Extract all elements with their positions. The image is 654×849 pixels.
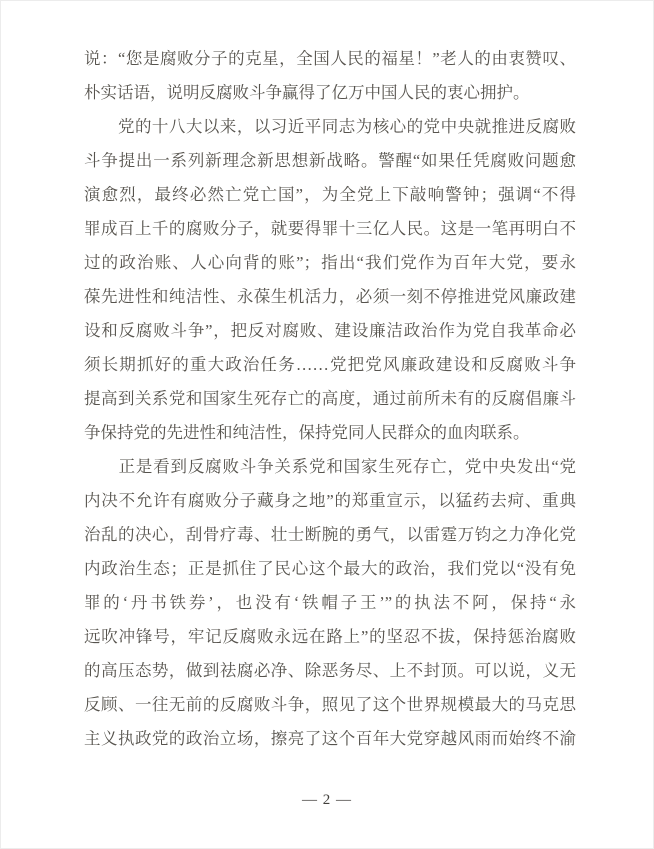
text-line: 治乱的决心，刮骨疗毒、壮士断腕的勇气，以雷霆万钧之力净化党 [84, 525, 576, 544]
text-line: 内决不允许有腐败分子藏身之地”的郑重宣示，以猛药去疴、重典 [84, 491, 576, 510]
text-line: 演愈烈，最终必然亡党亡国”，为全党上下敲响警钟；强调“不得 [84, 185, 576, 204]
text-line: 过的政治账、人心向背的账”；指出“我们党作为百年大党，要永 [84, 253, 576, 272]
text-line: 说：“您是腐败分子的克星，全国人民的福星！”老人的由衷赞叹、 [84, 49, 576, 68]
text-line: 内政治生态；正是抓住了民心这个最大的政治，我们党以“没有免 [84, 559, 576, 578]
text-line: 罪的‘丹书铁券’，也没有‘铁帽子王’”的执法不阿，保持“永 [84, 593, 576, 612]
page-number: — 2 — [302, 792, 352, 808]
text-line: 的高压态势，做到祛腐必净、除恶务尽、上不封顶。可以说，义无 [84, 661, 576, 680]
text-line: 设和反腐败斗争”，把反对腐败、建设廉洁政治作为党自我革命必 [84, 321, 576, 340]
text-block [84, 42, 576, 756]
text-line: 远吹冲锋号，牢记反腐败永远在路上”的坚忍不拔，保持惩治腐败 [84, 627, 576, 646]
text-line: 须长期抓好的重大政治任务……党把党风廉政建设和反腐败斗争 [84, 355, 576, 374]
text-line: 葆先进性和纯洁性、永葆生机活力，必须一刻不停推进党风廉政建 [84, 287, 576, 306]
text-line: 争保持党的先进性和纯洁性，保持党同人民群众的血肉联系。 [84, 423, 530, 442]
text-line: 提高到关系党和国家生死存亡的高度，通过前所未有的反腐倡廉斗 [84, 389, 576, 408]
text-line: 罪成百上千的腐败分子，就要得罪十三亿人民。这是一笔再明白不 [84, 219, 576, 238]
text-line: 正是看到反腐败斗争关系党和国家生死存亡，党中央发出“党 [84, 457, 576, 476]
text-line: 朴实话语，说明反腐败斗争赢得了亿万中国人民的衷心拥护。 [84, 83, 530, 102]
text-line: 主义执政党的政治立场，擦亮了这个百年大党穿越风雨而始终不渝 [84, 729, 576, 748]
text-line: 反顾、一往无前的反腐败斗争，照见了这个世界规模最大的马克思 [84, 695, 576, 714]
text-line: 斗争提出一系列新理念新思想新战略。警醒“如果任凭腐败问题愈 [84, 151, 576, 170]
text-line: 党的十八大以来，以习近平同志为核心的党中央就推进反腐败 [84, 117, 576, 136]
page-footer [0, 792, 654, 809]
